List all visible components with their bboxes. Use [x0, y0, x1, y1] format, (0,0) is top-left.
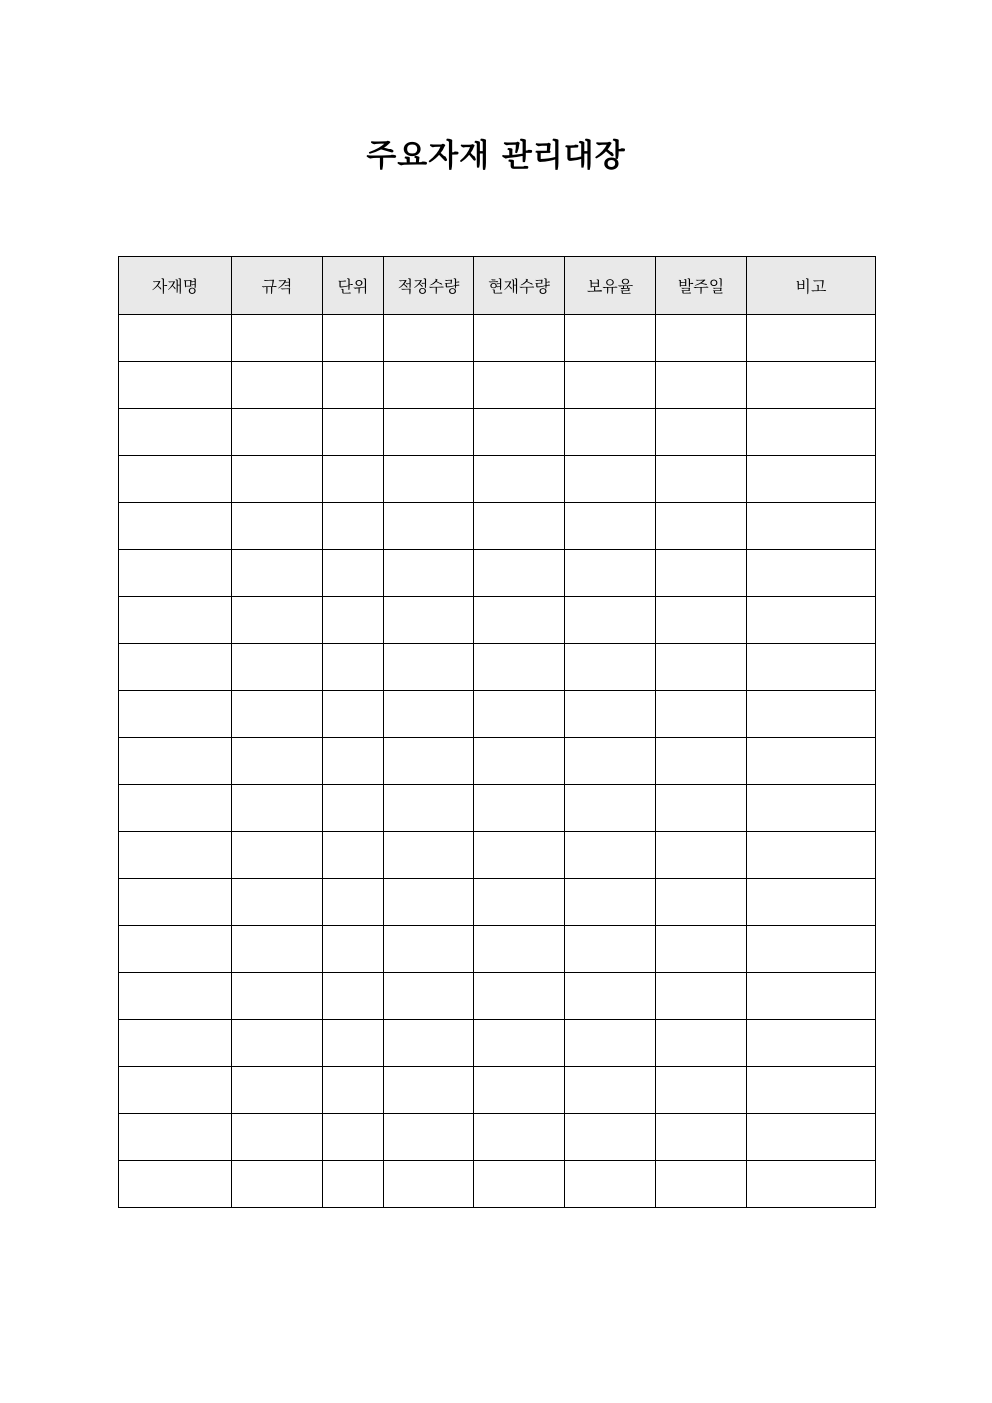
table-body	[119, 315, 876, 1208]
cell-remarks[interactable]	[747, 1020, 876, 1067]
cell-proper-quantity[interactable]	[384, 644, 474, 691]
cell-material-name[interactable]	[119, 1020, 232, 1067]
cell-remarks[interactable]	[747, 1161, 876, 1208]
cell-order-date[interactable]	[656, 1067, 747, 1114]
cell-specification[interactable]	[232, 1114, 323, 1161]
cell-material-name[interactable]	[119, 1114, 232, 1161]
cell-proper-quantity[interactable]	[384, 1161, 474, 1208]
cell-proper-quantity[interactable]	[384, 550, 474, 597]
cell-current-quantity[interactable]	[474, 409, 565, 456]
cell-order-date[interactable]	[656, 973, 747, 1020]
cell-unit[interactable]	[323, 879, 384, 926]
cell-order-date[interactable]	[656, 879, 747, 926]
cell-material-name[interactable]	[119, 503, 232, 550]
cell-order-date[interactable]	[656, 644, 747, 691]
cell-material-name[interactable]	[119, 456, 232, 503]
cell-specification[interactable]	[232, 550, 323, 597]
table-row	[119, 973, 876, 1020]
cell-specification[interactable]	[232, 503, 323, 550]
cell-holding-rate[interactable]	[565, 1067, 656, 1114]
cell-current-quantity[interactable]	[474, 1114, 565, 1161]
cell-remarks[interactable]	[747, 550, 876, 597]
cell-unit[interactable]	[323, 456, 384, 503]
cell-material-name[interactable]	[119, 926, 232, 973]
header-remarks: 비고	[747, 257, 876, 315]
cell-current-quantity[interactable]	[474, 1067, 565, 1114]
header-current-quantity: 현재수량	[474, 257, 565, 315]
cell-remarks[interactable]	[747, 644, 876, 691]
cell-specification[interactable]	[232, 832, 323, 879]
cell-order-date[interactable]	[656, 550, 747, 597]
cell-unit[interactable]	[323, 362, 384, 409]
table-row	[119, 1114, 876, 1161]
cell-order-date[interactable]	[656, 315, 747, 362]
cell-order-date[interactable]	[656, 409, 747, 456]
table-row	[119, 503, 876, 550]
cell-order-date[interactable]	[656, 503, 747, 550]
cell-holding-rate[interactable]	[565, 785, 656, 832]
cell-order-date[interactable]	[656, 785, 747, 832]
cell-proper-quantity[interactable]	[384, 785, 474, 832]
cell-current-quantity[interactable]	[474, 597, 565, 644]
table-row	[119, 644, 876, 691]
cell-remarks[interactable]	[747, 315, 876, 362]
cell-holding-rate[interactable]	[565, 503, 656, 550]
cell-remarks[interactable]	[747, 879, 876, 926]
cell-specification[interactable]	[232, 1161, 323, 1208]
cell-proper-quantity[interactable]	[384, 1114, 474, 1161]
cell-remarks[interactable]	[747, 785, 876, 832]
cell-proper-quantity[interactable]	[384, 1067, 474, 1114]
table-row	[119, 738, 876, 785]
cell-remarks[interactable]	[747, 409, 876, 456]
cell-proper-quantity[interactable]	[384, 832, 474, 879]
cell-order-date[interactable]	[656, 738, 747, 785]
cell-current-quantity[interactable]	[474, 691, 565, 738]
cell-material-name[interactable]	[119, 597, 232, 644]
cell-specification[interactable]	[232, 879, 323, 926]
cell-holding-rate[interactable]	[565, 550, 656, 597]
cell-holding-rate[interactable]	[565, 1114, 656, 1161]
cell-material-name[interactable]	[119, 832, 232, 879]
table-row	[119, 550, 876, 597]
cell-current-quantity[interactable]	[474, 644, 565, 691]
cell-current-quantity[interactable]	[474, 503, 565, 550]
page-title: 주요자재 관리대장	[366, 138, 626, 174]
cell-proper-quantity[interactable]	[384, 1020, 474, 1067]
cell-unit[interactable]	[323, 597, 384, 644]
header-unit: 단위	[323, 257, 384, 315]
cell-material-name[interactable]	[119, 738, 232, 785]
material-ledger-table	[118, 256, 876, 1208]
cell-order-date[interactable]	[656, 1114, 747, 1161]
cell-remarks[interactable]	[747, 456, 876, 503]
cell-specification[interactable]	[232, 644, 323, 691]
table-row	[119, 456, 876, 503]
cell-holding-rate[interactable]	[565, 1020, 656, 1067]
cell-unit[interactable]	[323, 644, 384, 691]
table-row	[119, 409, 876, 456]
cell-current-quantity[interactable]	[474, 785, 565, 832]
cell-remarks[interactable]	[747, 597, 876, 644]
cell-specification[interactable]	[232, 691, 323, 738]
table-row	[119, 691, 876, 738]
cell-order-date[interactable]	[656, 691, 747, 738]
cell-unit[interactable]	[323, 550, 384, 597]
cell-holding-rate[interactable]	[565, 691, 656, 738]
cell-specification[interactable]	[232, 1067, 323, 1114]
table-row	[119, 1020, 876, 1067]
cell-current-quantity[interactable]	[474, 926, 565, 973]
cell-material-name[interactable]	[119, 315, 232, 362]
cell-holding-rate[interactable]	[565, 597, 656, 644]
cell-specification[interactable]	[232, 785, 323, 832]
cell-order-date[interactable]	[656, 832, 747, 879]
cell-proper-quantity[interactable]	[384, 879, 474, 926]
cell-current-quantity[interactable]	[474, 832, 565, 879]
cell-material-name[interactable]	[119, 879, 232, 926]
table-row	[119, 926, 876, 973]
cell-proper-quantity[interactable]	[384, 362, 474, 409]
header-proper-quantity: 적정수량	[384, 257, 474, 315]
cell-holding-rate[interactable]	[565, 315, 656, 362]
cell-specification[interactable]	[232, 456, 323, 503]
cell-remarks[interactable]	[747, 973, 876, 1020]
cell-holding-rate[interactable]	[565, 926, 656, 973]
cell-proper-quantity[interactable]	[384, 503, 474, 550]
cell-unit[interactable]	[323, 503, 384, 550]
cell-remarks[interactable]	[747, 738, 876, 785]
header-specification: 규격	[232, 257, 323, 315]
cell-specification[interactable]	[232, 973, 323, 1020]
cell-remarks[interactable]	[747, 1067, 876, 1114]
cell-unit[interactable]	[323, 1067, 384, 1114]
cell-unit[interactable]	[323, 832, 384, 879]
cell-remarks[interactable]	[747, 362, 876, 409]
cell-proper-quantity[interactable]	[384, 597, 474, 644]
cell-unit[interactable]	[323, 926, 384, 973]
cell-remarks[interactable]	[747, 832, 876, 879]
cell-current-quantity[interactable]	[474, 456, 565, 503]
cell-proper-quantity[interactable]	[384, 409, 474, 456]
cell-specification[interactable]	[232, 926, 323, 973]
table-row	[119, 1161, 876, 1208]
cell-current-quantity[interactable]	[474, 1020, 565, 1067]
table-row	[119, 785, 876, 832]
cell-current-quantity[interactable]	[474, 550, 565, 597]
cell-proper-quantity[interactable]	[384, 315, 474, 362]
cell-holding-rate[interactable]	[565, 456, 656, 503]
header-material-name: 자재명	[119, 257, 232, 315]
cell-current-quantity[interactable]	[474, 879, 565, 926]
cell-specification[interactable]	[232, 409, 323, 456]
cell-holding-rate[interactable]	[565, 738, 656, 785]
cell-specification[interactable]	[232, 738, 323, 785]
table-row	[119, 362, 876, 409]
cell-proper-quantity[interactable]	[384, 926, 474, 973]
cell-material-name[interactable]	[119, 644, 232, 691]
cell-remarks[interactable]	[747, 691, 876, 738]
table-row	[119, 832, 876, 879]
cell-current-quantity[interactable]	[474, 1161, 565, 1208]
cell-material-name[interactable]	[119, 1067, 232, 1114]
cell-material-name[interactable]	[119, 973, 232, 1020]
cell-proper-quantity[interactable]	[384, 456, 474, 503]
cell-unit[interactable]	[323, 785, 384, 832]
cell-current-quantity[interactable]	[474, 315, 565, 362]
cell-specification[interactable]	[232, 1020, 323, 1067]
cell-unit[interactable]	[323, 738, 384, 785]
table-row	[119, 597, 876, 644]
cell-specification[interactable]	[232, 597, 323, 644]
cell-proper-quantity[interactable]	[384, 738, 474, 785]
table-row	[119, 315, 876, 362]
header-holding-rate: 보유율	[565, 257, 656, 315]
cell-unit[interactable]	[323, 1020, 384, 1067]
cell-material-name[interactable]	[119, 409, 232, 456]
cell-current-quantity[interactable]	[474, 362, 565, 409]
cell-unit[interactable]	[323, 409, 384, 456]
cell-material-name[interactable]	[119, 550, 232, 597]
cell-proper-quantity[interactable]	[384, 691, 474, 738]
cell-current-quantity[interactable]	[474, 973, 565, 1020]
cell-remarks[interactable]	[747, 503, 876, 550]
table-header-row	[119, 257, 876, 315]
cell-material-name[interactable]	[119, 691, 232, 738]
cell-unit[interactable]	[323, 973, 384, 1020]
cell-material-name[interactable]	[119, 785, 232, 832]
cell-unit[interactable]	[323, 1114, 384, 1161]
cell-material-name[interactable]	[119, 362, 232, 409]
cell-order-date[interactable]	[656, 926, 747, 973]
table-row	[119, 879, 876, 926]
cell-order-date[interactable]	[656, 456, 747, 503]
cell-specification[interactable]	[232, 315, 323, 362]
cell-holding-rate[interactable]	[565, 1161, 656, 1208]
cell-order-date[interactable]	[656, 1020, 747, 1067]
cell-holding-rate[interactable]	[565, 409, 656, 456]
header-order-date: 발주일	[656, 257, 747, 315]
cell-remarks[interactable]	[747, 926, 876, 973]
cell-remarks[interactable]	[747, 1114, 876, 1161]
cell-holding-rate[interactable]	[565, 644, 656, 691]
cell-order-date[interactable]	[656, 362, 747, 409]
cell-holding-rate[interactable]	[565, 832, 656, 879]
table-row	[119, 1067, 876, 1114]
cell-unit[interactable]	[323, 691, 384, 738]
cell-unit[interactable]	[323, 1161, 384, 1208]
cell-holding-rate[interactable]	[565, 973, 656, 1020]
cell-proper-quantity[interactable]	[384, 973, 474, 1020]
cell-material-name[interactable]	[119, 1161, 232, 1208]
cell-specification[interactable]	[232, 362, 323, 409]
cell-order-date[interactable]	[656, 597, 747, 644]
cell-holding-rate[interactable]	[565, 879, 656, 926]
cell-unit[interactable]	[323, 315, 384, 362]
cell-holding-rate[interactable]	[565, 362, 656, 409]
cell-current-quantity[interactable]	[474, 738, 565, 785]
cell-order-date[interactable]	[656, 1161, 747, 1208]
